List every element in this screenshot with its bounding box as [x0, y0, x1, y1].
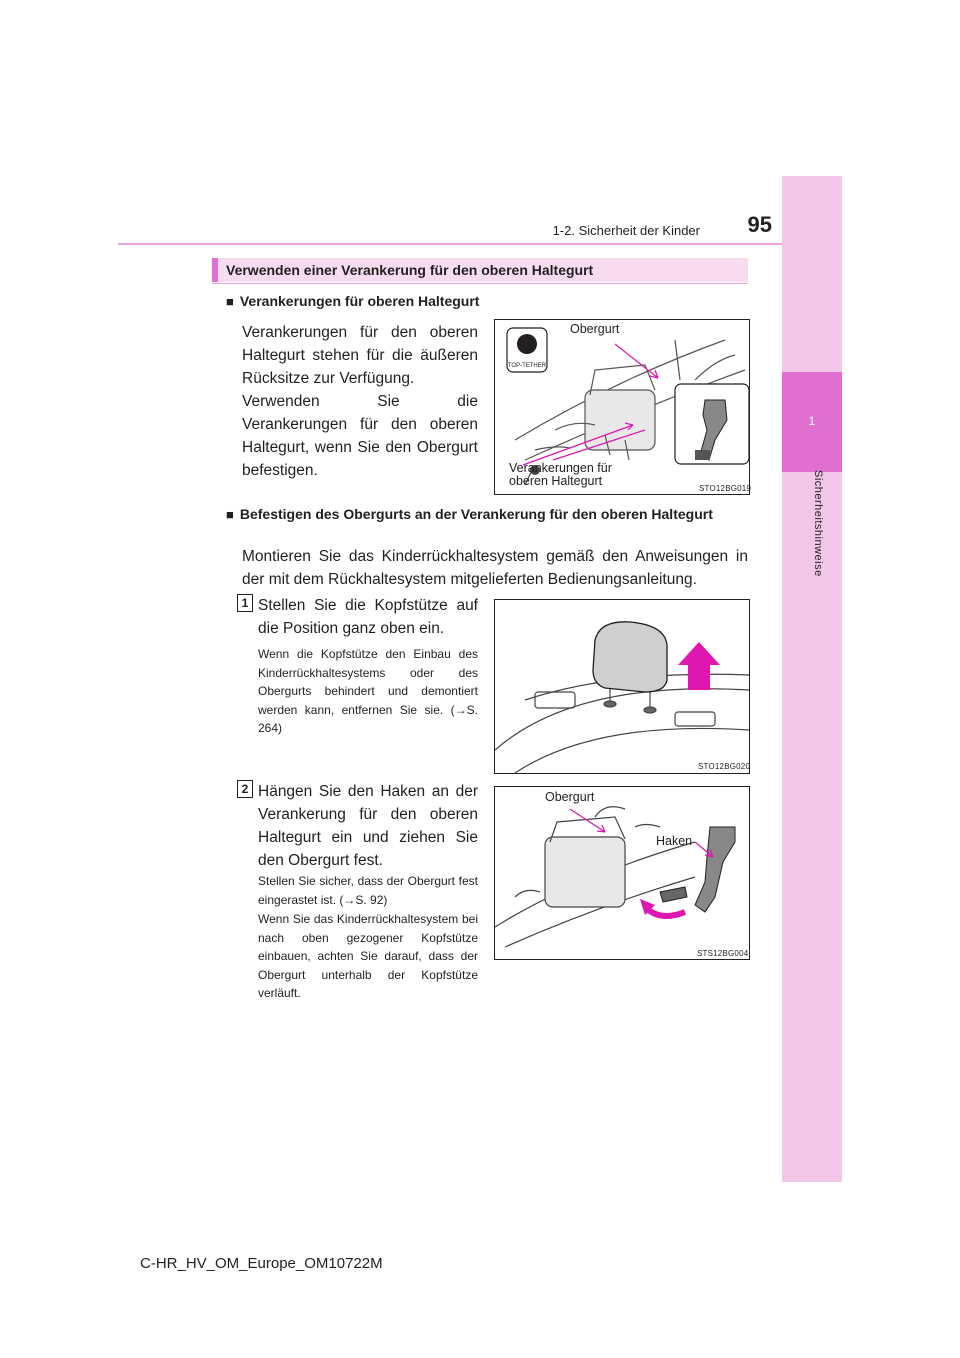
step2-note-1: Stellen Sie sicher, dass der Obergurt fest eingerastet ist. (→S. 92) [258, 874, 478, 907]
block1-heading-text: Verankerungen für oberen Haltegurt [239, 293, 480, 309]
step2-number: 2 [237, 780, 253, 798]
figure2-code: STO12BG020 [698, 762, 751, 771]
figure3-label-obergurt: Obergurt [545, 790, 595, 804]
block2-heading [226, 503, 748, 526]
page-number: 95 [747, 212, 772, 237]
figure1-label-obergurt: Obergurt [570, 322, 620, 336]
step1-text: Stellen Sie die Kopfstütze auf die Position ganz oben ein. [258, 597, 478, 637]
block1-heading [226, 290, 746, 313]
running-head: 1-2. Sicherheit der Kinder [552, 223, 700, 238]
chapter-sidebar [782, 176, 842, 1182]
chapter-label: Sicherheitshinweise [812, 470, 824, 577]
step2-text: Hängen Sie den Haken an der Verankerung für den oberen Haltegurt ein und ziehen Sie den Obergurt fest. [258, 783, 478, 869]
block2-heading-text: Befestigen des Obergurts an der Verankerung für den oberen Haltegurt [239, 506, 713, 522]
top-tether-icon-text: TOP-TETHER [507, 363, 547, 369]
figure3-label-haken: Haken [656, 834, 693, 848]
step1-note: Wenn die Kopfstütze den Einbau des Kinderrückhaltesystems oder des Obergurts behindert und demontiert werden kann, entfernen Sie sie. (→S. 264) [258, 647, 478, 735]
figure1-code: STO12BG019 [699, 484, 752, 493]
hook-illustration [495, 787, 749, 959]
block1-paragraph-2: Verwenden Sie die Verankerungen für den oberen Haltegurt, wenn Sie den Obergurt befestigen. [242, 393, 478, 479]
figure1-label-anchors: Verankerungen für oberen Haltegurt [509, 461, 612, 488]
figure-hook-attach [494, 786, 750, 960]
section-rule [212, 283, 748, 284]
section-title: Verwenden einer Verankerung für den oberen Haltegurt [212, 258, 748, 282]
block1-paragraph-1: Verankerungen für den oberen Haltegurt stehen für die äußeren Rücksitze zur Verfügung. [242, 324, 478, 387]
chapter-number: 1 [808, 414, 816, 428]
square-bullet-icon: ■ [226, 294, 234, 309]
footer-doc-id: C-HR_HV_OM_Europe_OM10722M [140, 1255, 383, 1272]
headrest-illustration [495, 600, 749, 773]
figure3-code: STS12BG004 [697, 949, 749, 958]
header-rule [118, 243, 782, 245]
step2-note-2: Wenn Sie das Kinderrückhaltesystem bei nach oben gezogener Kopfstütze einbauen, achten Sie darauf, dass der Obergurt unterhalb der Kopfstütze verläuft. [258, 912, 478, 1000]
square-bullet-icon: ■ [226, 507, 234, 522]
figure-headrest-up [494, 599, 750, 774]
step1-number: 1 [237, 594, 253, 612]
block2-intro: Montieren Sie das Kinderrückhaltesystem gemäß den Anweisungen in der mit dem Rückhaltesystem mitgelieferten Bedienungsanleitung. [242, 548, 748, 588]
